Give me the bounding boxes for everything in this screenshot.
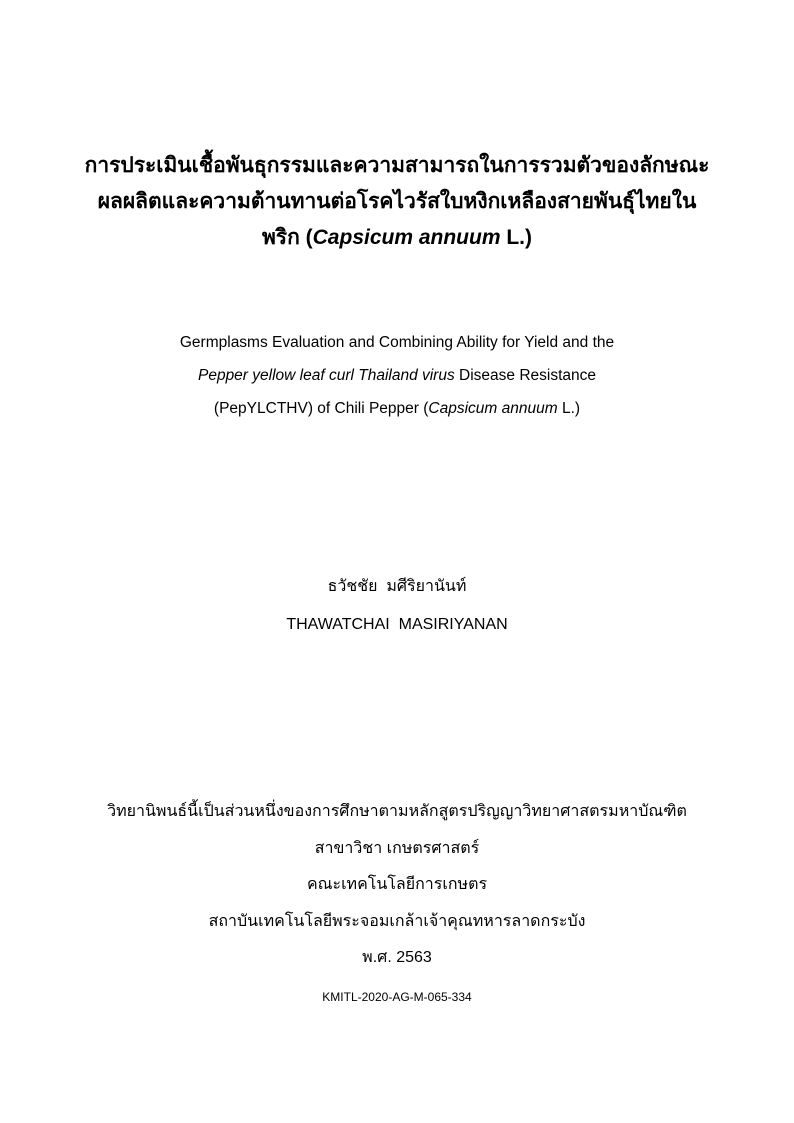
thai-title-line-2: ผลผลิตและความต้านทานต่อโรคไวรัสใบหงิกเหลืองสายพันธุ์ไทยใน [97,190,697,213]
thesis-statement [0,794,794,977]
author-english-name: THAWATCHAI MASIRIYANAN [286,616,508,633]
thai-title [0,148,794,256]
english-title-species-name: Capsicum annuum [428,400,558,417]
thai-title-species-name: Capsicum annuum [312,226,501,249]
statement-institute: สถาบันเทคโนโลยีพระจอมเกล้าเจ้าคุณทหารลาดกระบัง [208,912,586,930]
english-title-line-1: Germplasms Evaluation and Combining Ability for Yield and the [179,334,615,351]
english-title-line-2 [0,359,794,392]
thai-title-line-3-prefix: พริก ( [261,226,313,249]
thai-title-line-1: การประเมินเชื้อพันธุกรรมและความสามารถในการรวมตัวของลักษณะ [84,154,710,177]
document-code: KMITL-2020-AG-M-065-334 [322,990,472,1004]
statement-degree: วิทยานิพนธ์นี้เป็นส่วนหนึ่งของการศึกษาตามหลักสูตรปริญญาวิทยาศาสตรมหาบัณฑิต [107,803,687,820]
english-title [0,326,794,425]
english-title-virus-name: Pepper yellow leaf curl Thailand virus [197,367,455,384]
english-title-line-3-prefix: (PepYLCTHV) of Chili Pepper ( [213,400,429,417]
statement-faculty: คณะเทคโนโลยีการเกษตร [306,876,488,893]
statement-field: สาขาวิชา เกษตรศาสตร์ [314,839,480,857]
english-title-line-3-suffix: L.) [557,400,581,417]
author-thai-name: ธวัชชัย มศีริยานันท์ [327,578,467,595]
thai-title-line-3 [0,220,794,256]
thai-title-line-3-suffix: L.) [500,226,533,249]
statement-year: พ.ศ. 2563 [362,949,432,966]
english-title-line-2-suffix: Disease Resistance [454,367,597,384]
english-title-line-3 [0,392,794,425]
author [0,568,794,644]
